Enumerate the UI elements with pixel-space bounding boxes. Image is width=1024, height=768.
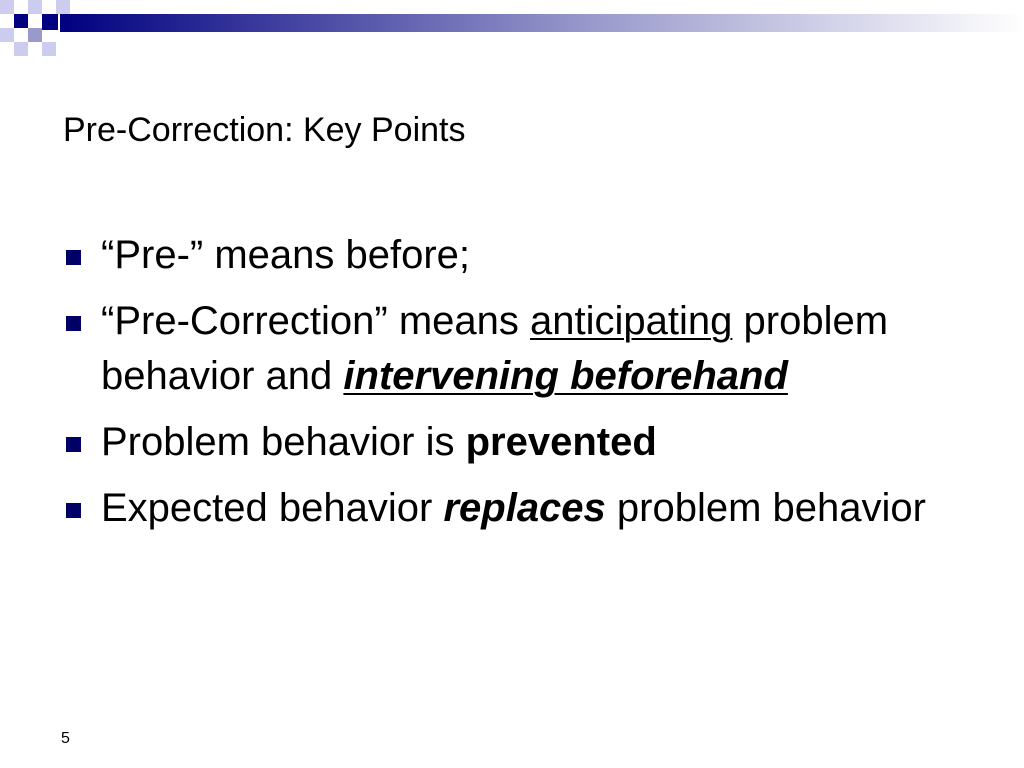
emphasis-anticipating: anticipating bbox=[530, 299, 733, 343]
bullet-item-pre-correction-definition bbox=[63, 294, 943, 404]
emphasis-prevented: prevented bbox=[465, 420, 657, 464]
emphasis-replaces: replaces bbox=[443, 486, 606, 530]
emphasis-intervening-beforehand: intervening beforehand bbox=[343, 354, 788, 398]
bullet-list bbox=[63, 228, 943, 547]
bullet-text: “Pre-” means before; bbox=[101, 233, 471, 277]
slide-title: Pre-Correction: Key Points bbox=[63, 111, 466, 149]
slide-number: 5 bbox=[61, 730, 70, 747]
header-decoration bbox=[0, 0, 1024, 64]
square-bullet-icon bbox=[66, 316, 81, 331]
bullet-text: Expected behavior bbox=[101, 486, 444, 530]
square-bullet-icon bbox=[66, 250, 81, 265]
bullet-text: Problem behavior is bbox=[101, 420, 466, 464]
bullet-item-prevented bbox=[63, 415, 943, 470]
bullet-text: “Pre-Correction” means bbox=[101, 299, 531, 343]
square-bullet-icon bbox=[66, 503, 81, 518]
bullet-text: problem behavior bbox=[605, 486, 926, 530]
square-bullet-icon bbox=[66, 437, 81, 452]
checker-band-graphic bbox=[0, 0, 1024, 64]
bullet-item-pre-means-before bbox=[63, 228, 943, 283]
bullet-text: problem behavior and bbox=[101, 299, 889, 398]
bullet-item-replaces bbox=[63, 481, 943, 536]
